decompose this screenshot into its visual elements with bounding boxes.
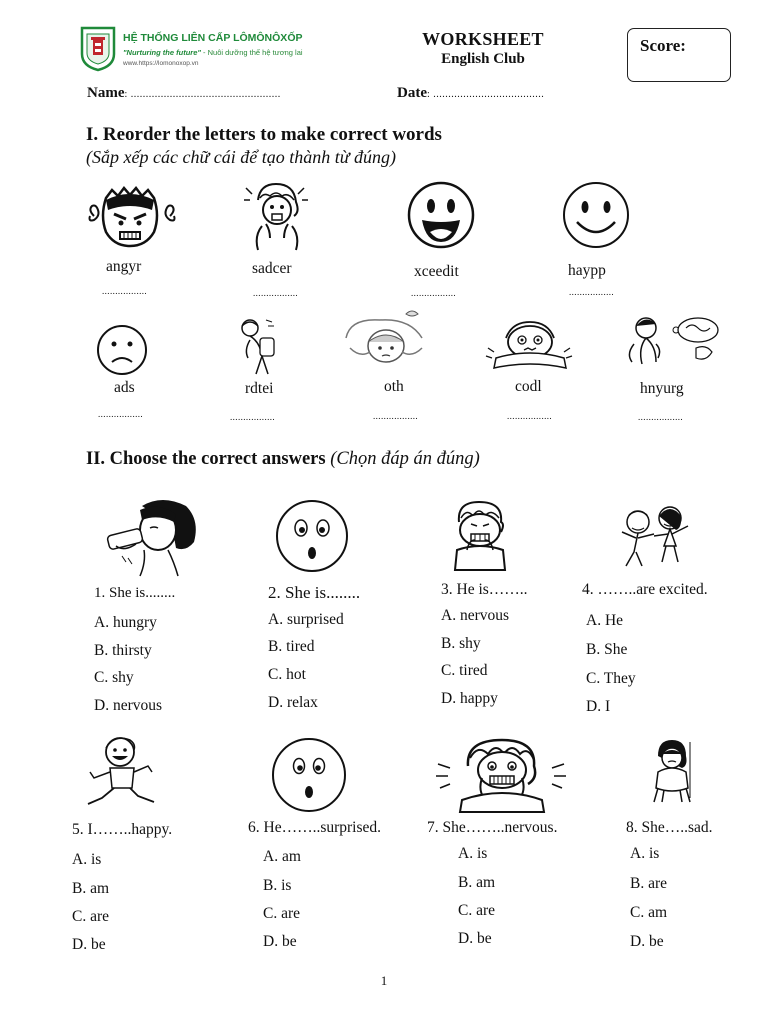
q8-option-b[interactable]: B. are <box>630 875 668 892</box>
q5-option-b[interactable]: B. am <box>72 880 110 897</box>
score-box <box>627 28 731 82</box>
excited-kids-icon <box>614 500 694 574</box>
scrambled-word-1: angyr <box>106 258 142 275</box>
q7-option-c[interactable]: C. are <box>458 902 496 919</box>
cold-boy-icon <box>482 318 576 372</box>
girl-drinking-icon <box>102 496 200 580</box>
girl-drinking-picture <box>102 496 200 580</box>
section1-title: I. Reorder the letters to make correct words <box>86 124 442 145</box>
school-slogan: "Nurturing the future" - Nuôi dưỡng thế hệ tương lai <box>123 48 303 57</box>
score-label: Score: <box>640 36 686 55</box>
scared-girl-icon <box>240 180 312 252</box>
sad-face-picture <box>94 324 150 376</box>
tired-boy-picture <box>232 316 284 376</box>
happy-face-icon <box>560 180 632 250</box>
question-1-stem: 1. She is........ <box>94 585 176 601</box>
excited-face-icon <box>406 180 476 250</box>
q5-option-c[interactable]: C. are <box>72 908 110 925</box>
q2-option-a[interactable]: A. surprised <box>268 611 344 628</box>
scared-girl-picture <box>240 180 312 252</box>
nervous-boy-icon <box>449 498 511 574</box>
q6-option-a[interactable]: A. am <box>263 848 301 865</box>
angry-face-icon <box>86 186 178 252</box>
sad-girl-icon <box>644 738 696 804</box>
answer-blank-1[interactable]: ................. <box>102 286 148 296</box>
scrambled-word-4: haypp <box>568 262 606 279</box>
q3-option-a[interactable]: A. nervous <box>441 607 510 624</box>
name-field[interactable] <box>87 85 281 102</box>
tired-boy-icon <box>232 316 284 376</box>
answer-blank-2[interactable]: ................. <box>253 288 299 298</box>
nervous-girl-icon <box>432 734 570 814</box>
answer-blank-6[interactable]: ................. <box>230 412 276 422</box>
excited-kids-picture <box>614 500 694 574</box>
scrambled-word-2: sadcer <box>252 260 292 277</box>
q8-option-d[interactable]: D. be <box>630 933 664 950</box>
surprised-face-2-icon <box>270 736 348 814</box>
surprised-face-picture <box>274 498 350 574</box>
school-name: HỆ THỐNG LIÊN CẤP LÔMÔNÔXỐP <box>123 32 303 44</box>
q8-option-a[interactable]: A. is <box>630 845 660 862</box>
answer-blank-5[interactable]: ................. <box>98 409 144 419</box>
question-8-stem: 8. She…..sad. <box>626 819 713 836</box>
answer-blank-7[interactable]: ................. <box>373 411 419 421</box>
q5-option-d[interactable]: D. be <box>72 936 106 953</box>
question-4-stem: 4. ……..are excited. <box>582 581 708 598</box>
q3-option-b[interactable]: B. shy <box>441 635 481 652</box>
q1-option-a[interactable]: A. hungry <box>94 614 157 631</box>
happy-boy-running-icon <box>84 732 158 810</box>
school-emblem-icon <box>78 24 118 72</box>
section1-subtitle: (Sắp xếp các chữ cái để tạo thành từ đúng) <box>86 147 397 167</box>
q4-option-b[interactable]: B. She <box>586 641 628 658</box>
q2-option-c[interactable]: C. hot <box>268 666 306 683</box>
q3-option-d[interactable]: D. happy <box>441 690 498 707</box>
answer-blank-4[interactable]: ................. <box>569 287 615 297</box>
q2-option-b[interactable]: B. tired <box>268 638 315 655</box>
q6-option-b[interactable]: B. is <box>263 877 292 894</box>
hungry-boy-picture <box>622 314 722 372</box>
worksheet-title: WORKSHEET <box>422 29 544 49</box>
cold-boy-picture <box>482 318 576 372</box>
surprised-face-icon <box>274 498 350 574</box>
q3-option-c[interactable]: C. tired <box>441 662 488 679</box>
q4-option-c[interactable]: C. They <box>586 670 636 687</box>
date-field[interactable] <box>397 85 544 102</box>
hot-girl-icon <box>340 308 428 370</box>
q6-option-d[interactable]: D. be <box>263 933 297 950</box>
name-blank: : .................................................. <box>124 89 281 100</box>
school-logo <box>78 24 303 74</box>
sad-girl-picture <box>644 738 696 804</box>
section2-title: II. Choose the correct answers (Chọn đáp án đúng) <box>86 449 480 469</box>
name-label: Name <box>87 85 125 101</box>
q4-option-d[interactable]: D. I <box>586 698 611 715</box>
scrambled-word-9: hnyurg <box>640 380 684 397</box>
surprised-face-2-picture <box>270 736 348 814</box>
date-blank: : ..................................... <box>427 89 545 100</box>
scrambled-word-6: rdtei <box>245 380 274 397</box>
q6-option-c[interactable]: C. are <box>263 905 301 922</box>
q2-option-d[interactable]: D. relax <box>268 694 318 711</box>
q1-option-b[interactable]: B. thirsty <box>94 642 152 659</box>
q7-option-d[interactable]: D. be <box>458 930 492 947</box>
q1-option-d[interactable]: D. nervous <box>94 697 163 714</box>
school-url: www.https://lomonoxop.vn <box>123 60 199 67</box>
answer-blank-8[interactable]: ................. <box>507 411 553 421</box>
scrambled-word-7: oth <box>384 378 404 395</box>
question-3-stem: 3. He is…….. <box>441 581 528 598</box>
scrambled-word-8: codl <box>515 378 542 395</box>
date-label: Date <box>397 85 427 101</box>
answer-blank-9[interactable]: ................. <box>638 412 684 422</box>
q1-option-c[interactable]: C. shy <box>94 669 134 686</box>
angry-face-picture <box>86 186 178 252</box>
scrambled-word-3: xceedit <box>414 263 459 280</box>
page-number: 1 <box>380 973 388 988</box>
happy-boy-running-picture <box>84 732 158 810</box>
q7-option-a[interactable]: A. is <box>458 845 488 862</box>
q8-option-c[interactable]: C. am <box>630 904 668 921</box>
q4-option-a[interactable]: A. He <box>586 612 624 629</box>
happy-face-picture <box>560 180 632 250</box>
nervous-girl-picture <box>432 734 570 814</box>
q5-option-a[interactable]: A. is <box>72 851 102 868</box>
question-2-stem: 2. She is........ <box>268 583 361 602</box>
sad-face-icon <box>94 324 150 376</box>
hungry-boy-icon <box>622 314 722 372</box>
worksheet-subtitle: English Club <box>441 51 525 67</box>
nervous-boy-picture <box>449 498 511 574</box>
q7-option-b[interactable]: B. am <box>458 874 496 891</box>
question-7-stem: 7. She……..nervous. <box>427 819 558 836</box>
answer-blank-3[interactable]: ................. <box>411 288 457 298</box>
question-6-stem: 6. He……..surprised. <box>248 819 382 836</box>
question-5-stem: 5. I……..happy. <box>72 821 173 838</box>
excited-face-picture <box>406 180 476 250</box>
hot-girl-picture <box>340 308 428 370</box>
scrambled-word-5: ads <box>114 379 135 396</box>
